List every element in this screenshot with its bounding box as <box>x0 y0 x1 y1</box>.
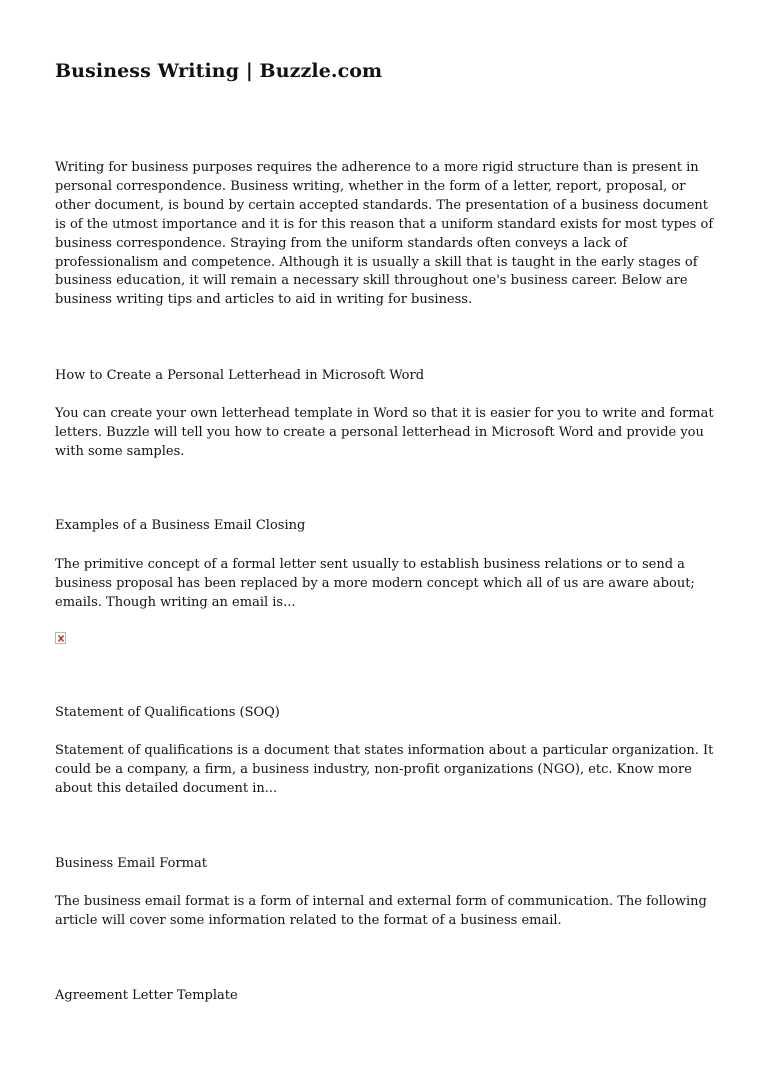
intro-paragraph: Writing for business purposes requires the adherence to a more rigid structure than is present in personal correspondence. Business writing, whether in the form of a letter, report, proposal, or other document, is bound by certain accepted standards. The presentation of a business document is of the utmost importance and it is for this reason that a uniform standard exists for most types of business correspondence. Straying from the uniform standards often conveys a lack of professionalism and competence. Although it is usually a skill that is taught in the early stages of business education, it will remain a necessary skill throughout one's business career. Below are business writing tips and articles to aid in writing for business. <box>55 160 714 308</box>
article-title-agreement-letter: Agreement Letter Template <box>55 988 238 1003</box>
article-summary-email-closing: The primitive concept of a formal letter sent usually to establish business relations or to send a business proposal has been replaced by a more modern concept which all of us are aware about; emails. Though writing an email is... <box>55 557 695 610</box>
article-title-email-format: Business Email Format <box>55 856 207 871</box>
article-title-soq: Statement of Qualifications (SOQ) <box>55 705 280 720</box>
article-title-email-closing: Examples of a Business Email Closing <box>55 518 306 533</box>
page-title: Business Writing | Buzzle.com <box>55 60 383 82</box>
article-summary-email-format: The business email format is a form of internal and external form of communication. The following article will cover some information related to the format of a business email. <box>55 894 707 928</box>
article-title-letterhead: How to Create a Personal Letterhead in Microsoft Word <box>55 368 425 383</box>
article-summary-soq: Statement of qualifications is a document that states information about a particular organization. It could be a company, a firm, a business industry, non-profit organizations (NGO), etc. Know more about this detailed document in... <box>55 743 714 796</box>
article-summary-letterhead: You can create your own letterhead template in Word so that it is easier for you to write and format letters. Buzzle will tell you how to create a personal letterhead in Microsoft Word and provide you with some samples. <box>55 406 714 459</box>
broken-image-icon <box>55 632 66 644</box>
